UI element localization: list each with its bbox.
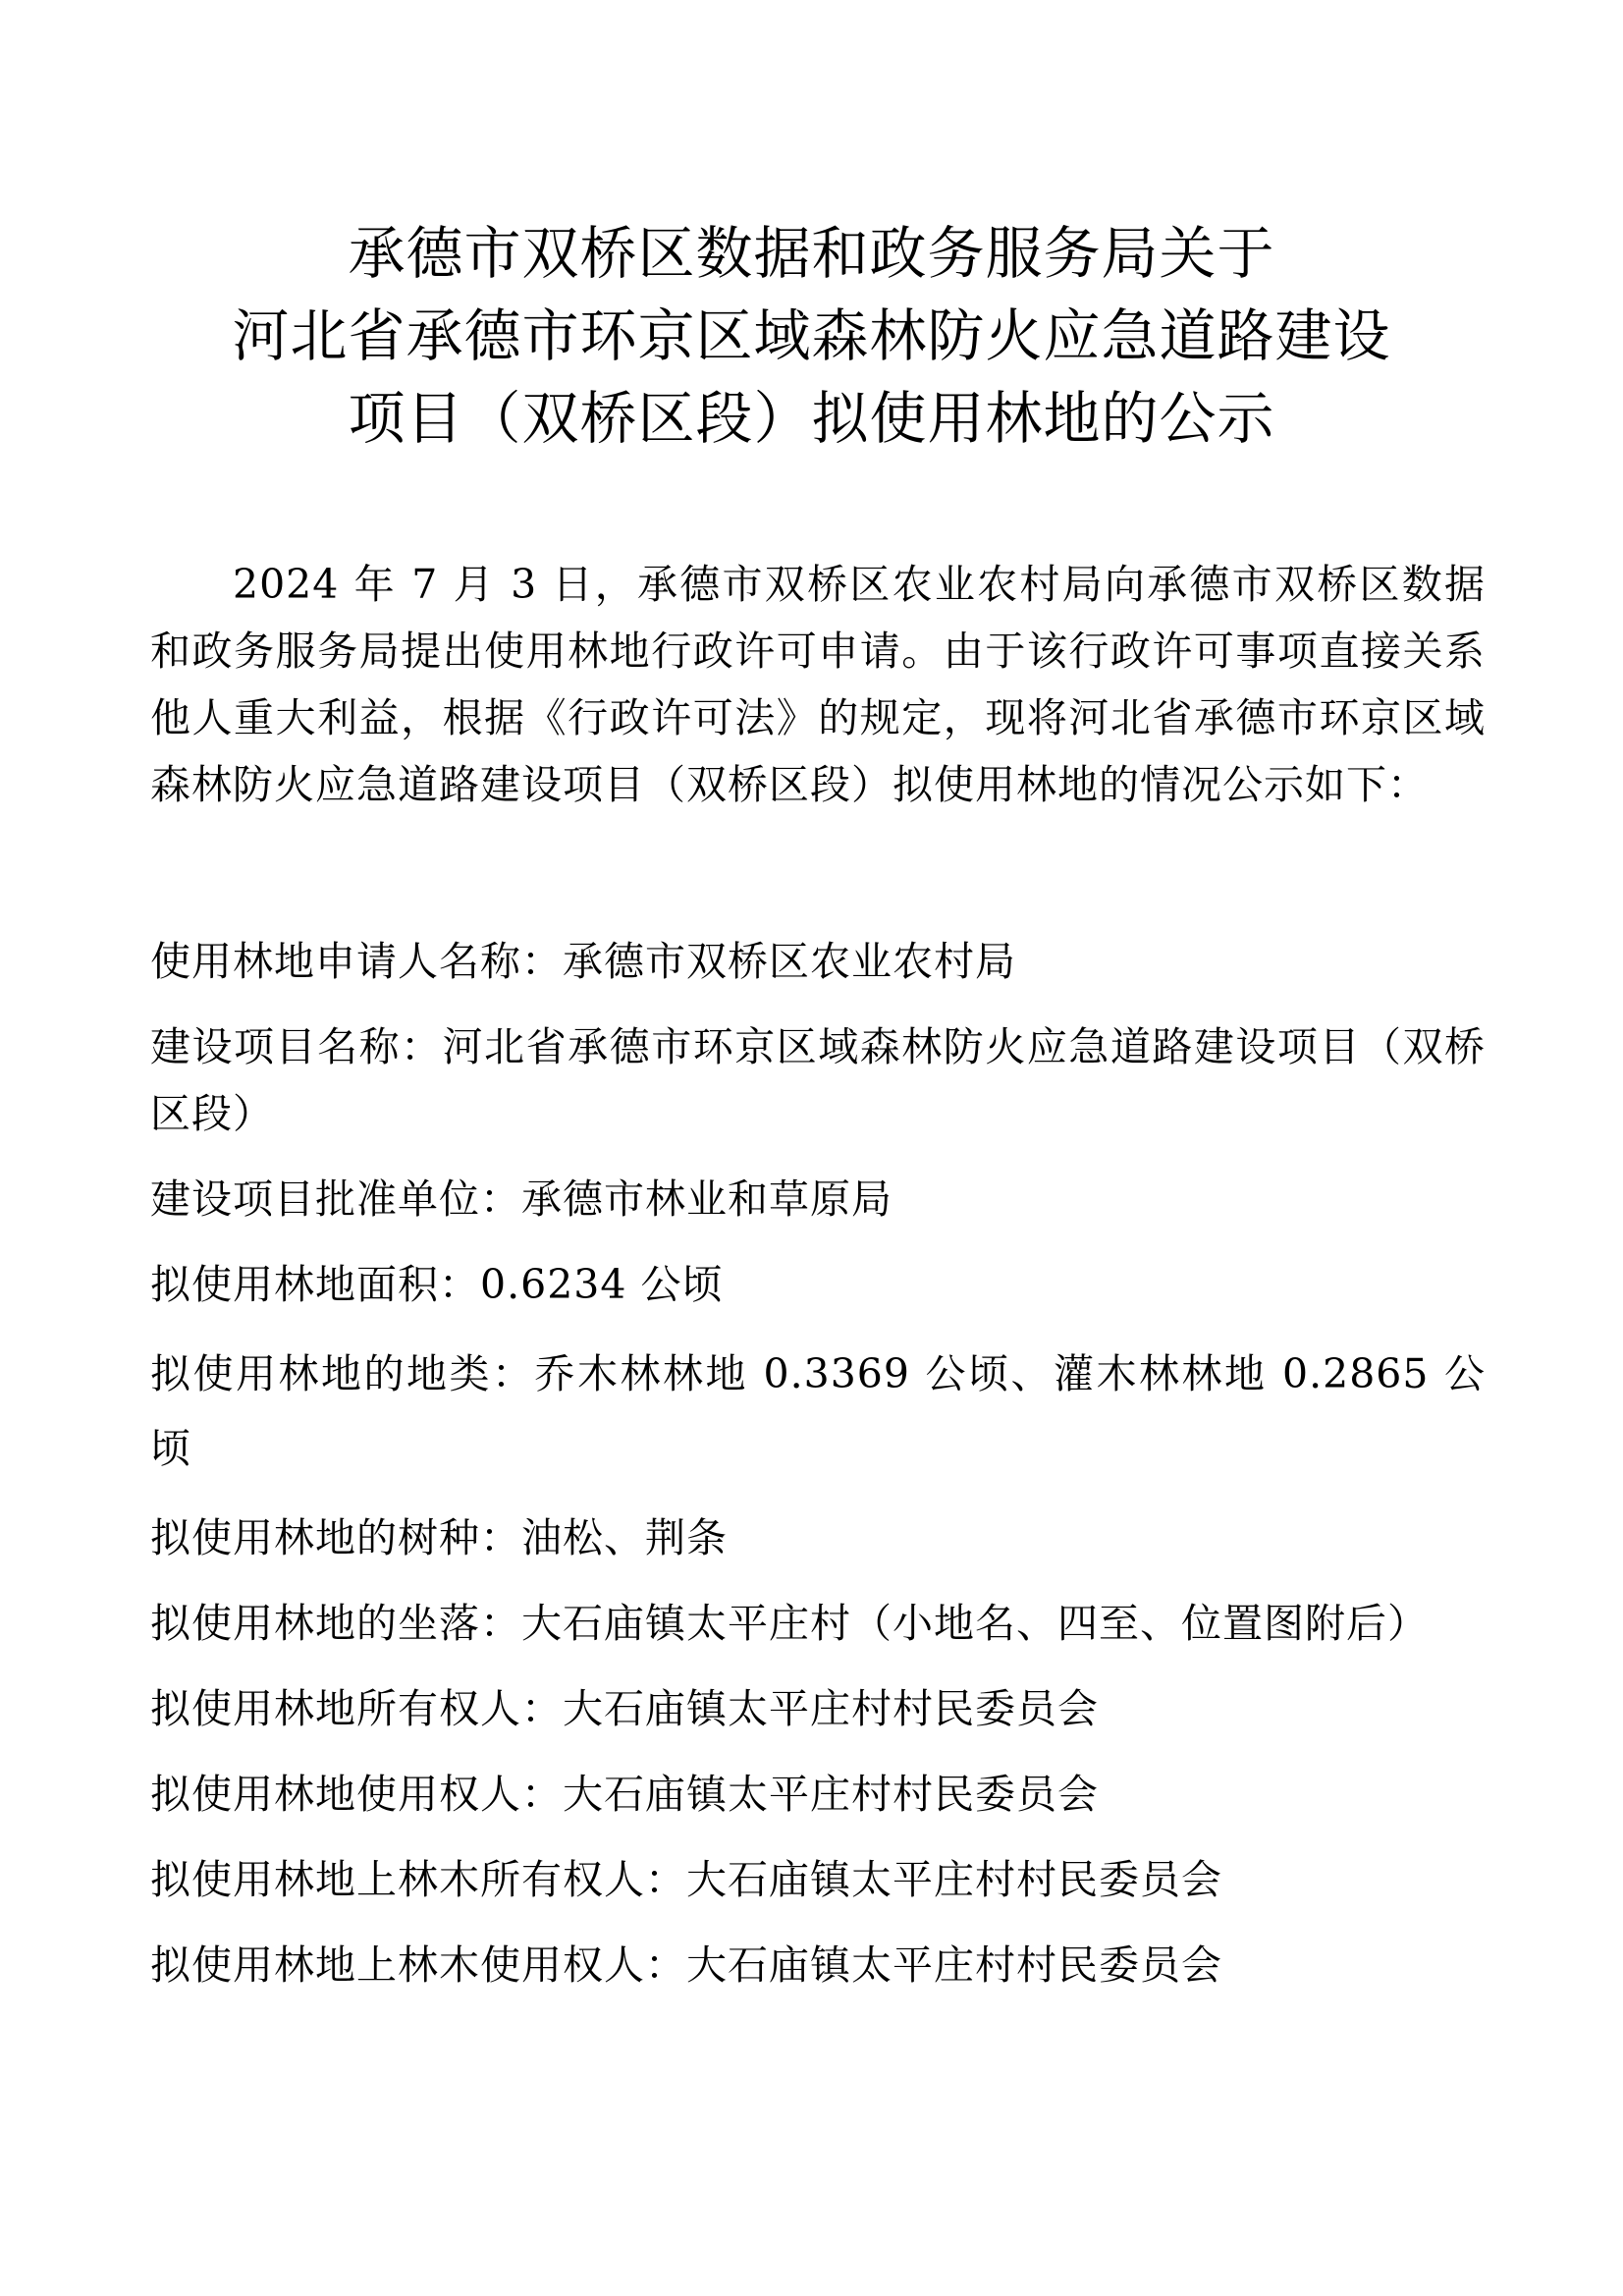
document-title — [147, 212, 1476, 460]
field-approval-unit: 建设项目批准单位：承德市林业和草原局 — [150, 1175, 893, 1223]
field-applicant: 使用林地申请人名称：承德市双桥区农业农村局 — [150, 938, 1016, 985]
title-line-1: 承德市双桥区数据和政务服务局关于 — [348, 220, 1275, 287]
field-location: 拟使用林地的坐落：大石庙镇太平庄村（小地名、四至、位置图附后） — [150, 1600, 1429, 1647]
field-land-type: 拟使用林地的地类：乔木林林地 0.3369 公顷、灌木林林地 0.2865 公顷 — [150, 1350, 1486, 1472]
title-line-3: 项目（双桥区段）拟使用林地的公示 — [348, 385, 1275, 452]
field-area: 拟使用林地面积：0.6234 公顷 — [150, 1261, 724, 1308]
disclosure-fields — [150, 928, 1486, 2017]
intro-paragraph: 2024 年 7 月 3 日，承德市双桥区农业农村局向承德市双桥区数据和政务服务局提出使用林地行政许可申请。由于该行政许可事项直接关系他人重大利益，根据《行政许可法》的规定，现将河北省承德市环京区域森林防火应急道路建设项目（双桥区段）拟使用林地的情况公示如下： — [150, 561, 1486, 808]
field-project-name: 建设项目名称：河北省承德市环京区域森林防火应急道路建设项目（双桥区段） — [150, 1023, 1486, 1137]
field-tree-user: 拟使用林地上林木使用权人：大石庙镇太平庄村村民委员会 — [150, 1941, 1222, 1989]
field-tree-owner: 拟使用林地上林木所有权人：大石庙镇太平庄村村民委员会 — [150, 1856, 1222, 1903]
title-line-2: 河北省承德市环京区域森林防火应急道路建设 — [232, 302, 1391, 369]
field-land-owner: 拟使用林地所有权人：大石庙镇太平庄村村民委员会 — [150, 1685, 1099, 1732]
field-land-user: 拟使用林地使用权人：大石庙镇太平庄村村民委员会 — [150, 1771, 1099, 1818]
field-tree-species: 拟使用林地的树种：油松、荆条 — [150, 1514, 728, 1561]
